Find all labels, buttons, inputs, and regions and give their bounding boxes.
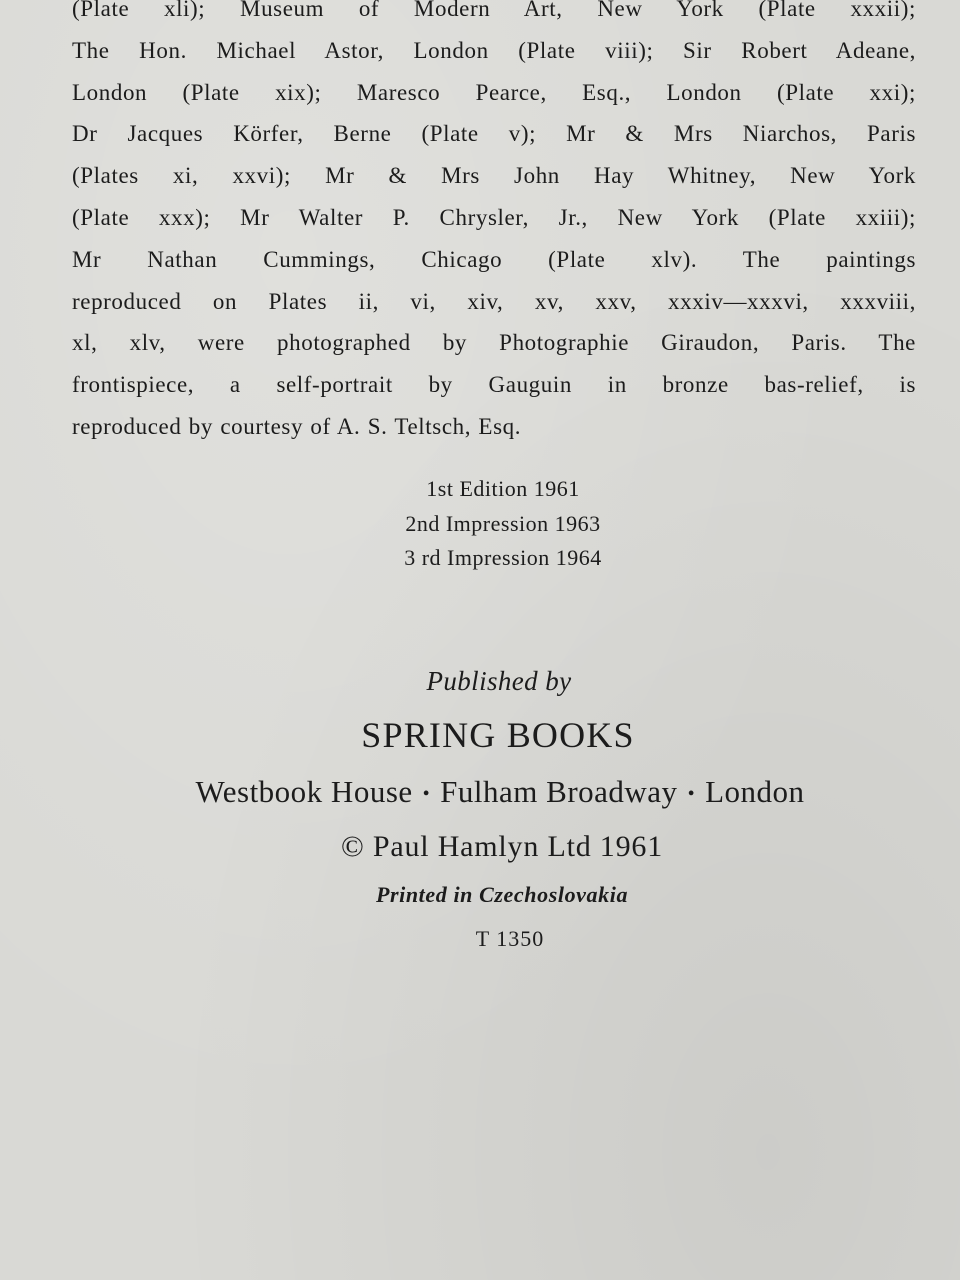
published-by-label: Published by	[426, 666, 572, 696]
acknowledgements-line: Mr Nathan Cummings, Chicago (Plate xlv). The paintings	[72, 246, 916, 272]
address-street: Fulham Broadway	[440, 774, 678, 809]
first-edition: 1st Edition 1961	[426, 476, 580, 501]
acknowledgements-line: The Hon. Michael Astor, London (Plate viii); Sir Robert Adeane,	[72, 37, 916, 63]
acknowledgements-line: frontispiece, a self-portrait by Gauguin in bronze bas-relief, is	[72, 372, 916, 398]
print-code: T 1350	[475, 926, 545, 951]
acknowledgements-line: reproduced on Plates ii, vi, xiv, xv, xxv, xxxiv—xxxvi, xxxviii,	[72, 288, 916, 314]
edition-history	[0, 472, 960, 576]
acknowledgements-line: xl, xlv, were photographed by Photographie Giraudon, Paris. The	[72, 330, 916, 356]
publisher-address	[0, 774, 960, 810]
acknowledgements-paragraph	[72, 0, 916, 448]
acknowledgements-line: Dr Jacques Körfer, Berne (Plate v); Mr & Mrs Niarchos, Paris	[72, 121, 916, 147]
bullet-separator-icon: •	[687, 783, 696, 806]
acknowledgements-line: (Plate xxx); Mr Walter P. Chrysler, Jr., New York (Plate xxiii);	[72, 204, 916, 230]
address-city: London	[705, 774, 805, 809]
acknowledgements-line: reproduced by courtesy of A. S. Teltsch, Esq.	[72, 413, 522, 439]
third-impression: 3 rd Impression 1964	[404, 545, 602, 570]
acknowledgements-line: London (Plate xix); Maresco Pearce, Esq., London (Plate xxi);	[72, 79, 916, 105]
acknowledgements-line: (Plates xi, xxvi); Mr & Mrs John Hay Whitney, New York	[72, 163, 916, 189]
printed-in-notice: Printed in Czechoslovakia	[375, 882, 629, 907]
copyright-notice: © Paul Hamlyn Ltd 1961	[340, 830, 664, 863]
bullet-separator-icon: •	[422, 783, 431, 806]
publisher-name: SPRING BOOKS	[361, 715, 635, 755]
second-impression: 2nd Impression 1963	[405, 510, 601, 536]
acknowledgements-line: (Plate xli); Museum of Modern Art, New York (Plate xxxii);	[72, 0, 916, 21]
address-building: Westbook House	[195, 774, 413, 809]
